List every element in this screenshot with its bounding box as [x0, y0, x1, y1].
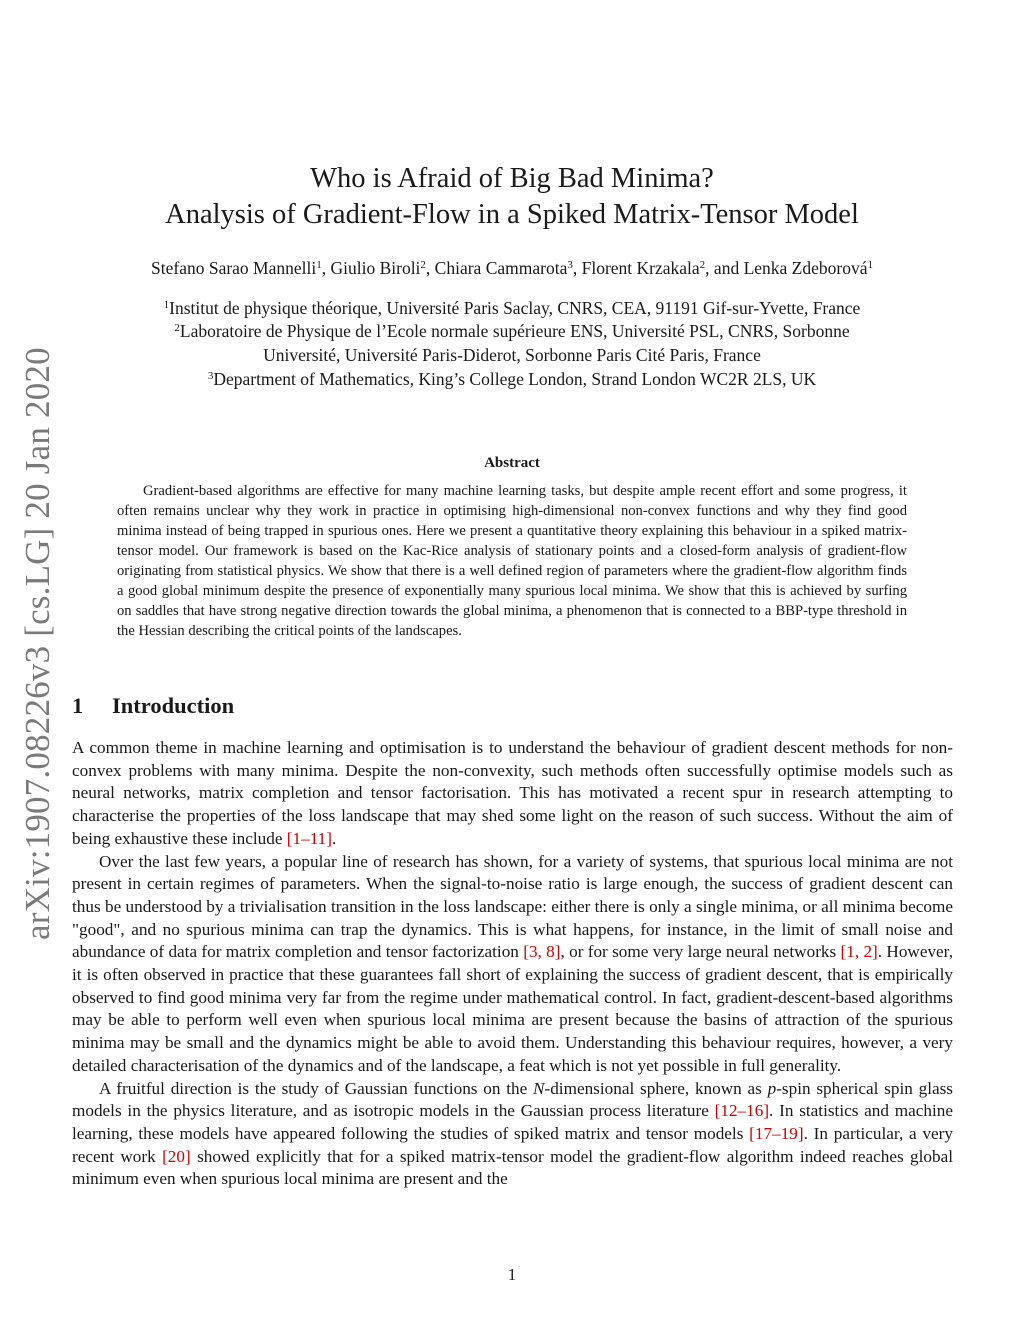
section-number: 1	[72, 693, 84, 718]
citation-link[interactable]: [1, 2]	[840, 942, 878, 962]
paragraph-text: showed explicitly that for a spiked matrix-tensor model the gradient-flow algorithm indeed reaches global minimum even when spurious local minima are present and the	[72, 1146, 953, 1189]
affiliation-mark: 2	[174, 322, 180, 334]
paper-title-line1: Who is Afraid of Big Bad Minima?	[310, 163, 714, 194]
affiliation-3	[0, 368, 1024, 391]
author-affil-mark: 1	[867, 259, 873, 271]
paragraph-text: . However, it is often observed in practice that these guarantees fall short of explaining the success of gradient descent, that is empirically observed to find good minima very far from the regime under mathematical control. In fact, gradient-descent-based algorithms may be able to perform well even when spurious local minima are present because the basins of attraction of the spurious minima may be small and the dynamics might be able to avoid them. Understanding this behaviour requires, however, a very detailed characterisation of the dynamics and of the landscape, a feat which is not yet possible in full generality.	[72, 942, 954, 1075]
section-heading	[72, 691, 234, 721]
author-separator: ,	[572, 258, 582, 278]
author-list	[0, 256, 1024, 280]
paragraph-text: , or for some very large neural networks	[560, 942, 841, 962]
author-name: Chiara Cammarota	[434, 258, 568, 278]
paragraph-text: A common theme in machine learning and optimisation is to understand the behaviour of gradient descent methods for non-convex problems with many minima. Despite the non-convexity, such methods often successfully optimise models such as neural networks, matrix completion and tensor factorisation. This has motivated a recent spur in research attempting to characterise the properties of the loss landscape that may shed some light on the reason of such success. Without the aim of being exhaustive these include	[72, 738, 953, 848]
affiliation-2-line2: Université, Université Paris-Diderot, Sorbonne Paris Cité Paris, France	[263, 345, 761, 365]
author-affil-mark: 2	[420, 259, 426, 271]
paragraph-text: Over the last few years, a popular line of research has shown, for a variety of systems, that spurious local minima are not present in certain regimes of parameters. When the signal-to-noise ratio is large enough, the success of gradient descent can thus be understood by a trivialisation transition in the loss landscape: either there is only a single minima, or all minima become "good", and no spurious minima can trap the dynamics. This is what happens, for instance, in the limit of small noise and abundance of data for matrix completion and tensor factorization	[72, 851, 953, 962]
math-symbol: N	[533, 1078, 545, 1098]
paragraph-text: -spin spherical spin glass models in the physics literature, and as isotropic models in the Gaussian process literature	[72, 1078, 953, 1121]
introduction-body	[72, 737, 953, 1191]
author-separator: ,	[321, 258, 331, 278]
affiliation-mark: 3	[207, 370, 214, 382]
affiliation-mark: 1	[163, 299, 170, 311]
citation-link[interactable]: [20]	[162, 1146, 191, 1166]
section-title: Introduction	[112, 693, 235, 718]
author-affil-mark: 3	[567, 259, 573, 271]
abstract-heading: Abstract	[484, 455, 540, 471]
author-affil-mark: 1	[316, 259, 322, 271]
paragraph-text: A fruitful direction is the study of Gaussian functions on the	[99, 1078, 534, 1098]
author-name: Stefano Sarao Mannelli	[151, 258, 317, 278]
paper-title-line2: Analysis of Gradient-Flow in a Spiked Matrix-Tensor Model	[165, 199, 859, 230]
citation-link[interactable]: [17–19]	[749, 1123, 804, 1143]
author-separator: ,	[425, 258, 435, 278]
paragraph-text: . In statistics and machine learning, these models have appeared following the studies of spiked matrix and tensor models	[72, 1101, 953, 1143]
author-name: Giulio Biroli	[330, 258, 421, 278]
abstract-body: Gradient-based algorithms are effective for many machine learning tasks, but despite ample recent effort and some progress, it often remains unclear why they work in practice in optimising high-dimensional non-convex functions and why they find good minima instead of being trapped in spurious ones. Here we present a quantitative theory explaining this behaviour in a spiked matrix-tensor model. Our framework is based on the Kac-Rice analysis of stationary points and a closed-form analysis of gradient-flow originating from statistical physics. We show that there is a well defined region of parameters where the gradient-flow algorithm finds a good global minimum despite the presence of exponentially many spurious local minima. We show that this is achieved by surfing on saddles that have strong negative direction towards the global minima, a phenomenon that is connected to a BBP-type threshold in the Hessian describing the critical points of the landscapes.	[117, 483, 907, 639]
author-separator: , and	[705, 258, 744, 278]
math-symbol: p	[767, 1078, 777, 1098]
author-name: Lenka Zdeborová	[743, 258, 868, 278]
paragraph	[72, 737, 953, 851]
paragraph	[72, 851, 953, 1078]
paragraph-text: .	[331, 828, 337, 848]
citation-link[interactable]: [12–16]	[714, 1101, 770, 1121]
paragraph-text: -dimensional sphere, known as	[544, 1078, 768, 1098]
page-number: 1	[507, 1265, 517, 1284]
affiliation-text: Laboratoire de Physique de l’Ecole normale supérieure ENS, Université PSL, CNRS, Sorbonne	[179, 321, 850, 341]
citation-link[interactable]: [3, 8]	[523, 942, 561, 962]
affiliation-text: Institut de physique théorique, Université Paris Saclay, CNRS, CEA, 91191 Gif-sur-Yvette, France	[169, 298, 861, 318]
author-name: Florent Krzakala	[581, 258, 700, 278]
paragraph-text: . In particular, a very recent work	[72, 1123, 953, 1166]
author-affil-mark: 2	[699, 259, 706, 271]
affiliation-1	[0, 297, 1024, 320]
paragraph	[72, 1078, 953, 1192]
arxiv-identifier-stamp: arXiv:1907.08226v3 [cs.LG] 20 Jan 2020	[18, 347, 57, 940]
affiliation-text: Department of Mathematics, King’s College London, Strand London WC2R 2LS, UK	[213, 369, 817, 389]
citation-link[interactable]: [1–11]	[286, 828, 332, 848]
affiliation-2-line1	[0, 320, 1024, 343]
